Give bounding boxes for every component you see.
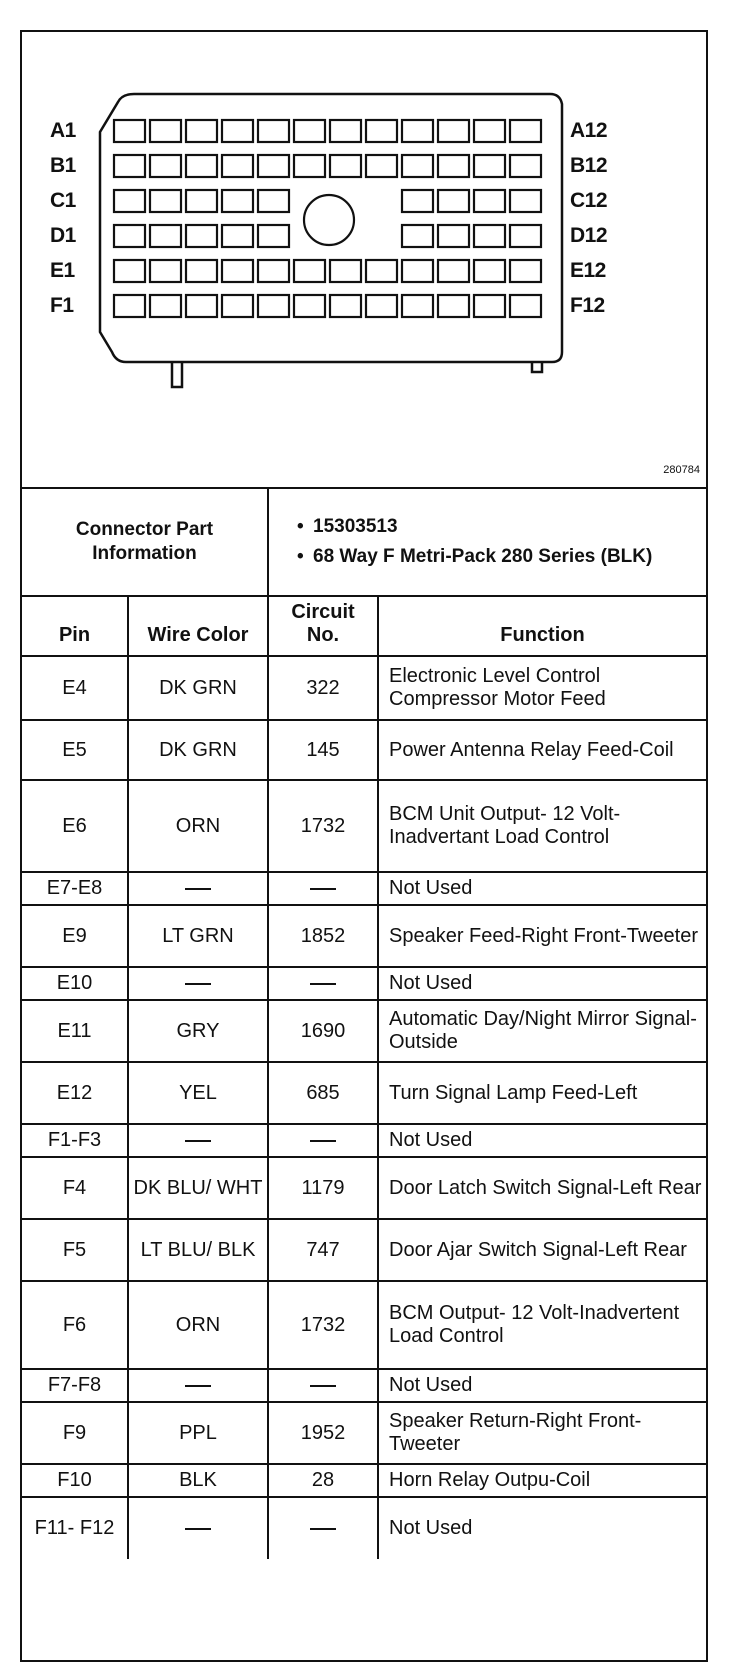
terminal-cavity	[438, 260, 469, 282]
pin-cell: E7-E8	[22, 872, 128, 905]
wire-color-cell	[128, 1497, 268, 1559]
wire-color-cell: ORN	[128, 1281, 268, 1369]
table-row	[22, 872, 706, 905]
terminal-cavity	[438, 190, 469, 212]
terminal-cavity	[258, 155, 289, 177]
terminal-cavity	[438, 155, 469, 177]
terminal-cavity	[150, 120, 181, 142]
terminal-cavity	[330, 155, 361, 177]
function-cell: BCM Unit Output- 12 Volt-Inadvertant Load Control	[378, 780, 706, 872]
circuit-cell	[268, 967, 378, 1000]
wire-color-cell	[128, 1369, 268, 1402]
function-cell: Power Antenna Relay Feed-Coil	[378, 720, 706, 780]
circuit-cell: 1732	[268, 1281, 378, 1369]
table-row	[22, 1369, 706, 1402]
wire-color-cell: LT BLU/ BLK	[128, 1219, 268, 1281]
terminal-cavity	[150, 225, 181, 247]
terminal-cavity	[294, 155, 325, 177]
table-row	[22, 656, 706, 720]
table-row	[22, 1281, 706, 1369]
table-row	[22, 780, 706, 872]
terminal-cavity	[186, 260, 217, 282]
pin-cell: F1-F3	[22, 1124, 128, 1157]
terminal-cavity	[438, 120, 469, 142]
terminal-cavity	[474, 295, 505, 317]
table-row	[22, 1402, 706, 1464]
circuit-cell: 1952	[268, 1402, 378, 1464]
wire-color-cell: DK GRN	[128, 720, 268, 780]
not-applicable-dash	[310, 888, 336, 890]
circuit-cell: 1690	[268, 1000, 378, 1062]
table-row	[22, 1464, 706, 1497]
part-info-values	[268, 488, 706, 596]
terminal-cavity	[258, 225, 289, 247]
terminal-cavity	[222, 295, 253, 317]
terminal-cavity	[186, 155, 217, 177]
pin-cell: F11- F12	[22, 1497, 128, 1559]
pin-cell: E5	[22, 720, 128, 780]
terminal-cavity	[438, 295, 469, 317]
circuit-cell	[268, 1124, 378, 1157]
terminal-cavity	[294, 120, 325, 142]
table-row	[22, 1497, 706, 1559]
center-bolt-hole	[304, 195, 354, 245]
function-cell: BCM Output- 12 Volt-Inadvertent Load Control	[378, 1281, 706, 1369]
function-cell: Not Used	[378, 1124, 706, 1157]
terminal-cavity	[366, 295, 397, 317]
terminal-cavity	[150, 295, 181, 317]
terminal-cavity	[330, 260, 361, 282]
circuit-cell: 685	[268, 1062, 378, 1124]
not-applicable-dash	[310, 1385, 336, 1387]
not-applicable-dash	[185, 1140, 211, 1142]
terminal-cavity	[258, 190, 289, 212]
terminal-cavity	[438, 225, 469, 247]
function-cell: Speaker Feed-Right Front-Tweeter	[378, 905, 706, 967]
pin-cell: F6	[22, 1281, 128, 1369]
terminal-cavity	[114, 120, 145, 142]
wire-color-cell	[128, 872, 268, 905]
row-label-left: A1	[50, 119, 76, 142]
terminal-cavity	[186, 190, 217, 212]
terminal-cavity	[510, 260, 541, 282]
table-row	[22, 967, 706, 1000]
function-cell: Horn Relay Outpu-Coil	[378, 1464, 706, 1497]
locking-tab-right	[532, 362, 542, 372]
wire-color-cell: GRY	[128, 1000, 268, 1062]
connector-frame	[20, 30, 708, 1662]
function-cell: Electronic Level Control Compressor Motor Feed	[378, 656, 706, 720]
terminal-cavity	[402, 295, 433, 317]
terminal-cavity	[402, 260, 433, 282]
table-row	[22, 905, 706, 967]
row-label-left: E1	[50, 259, 75, 282]
not-applicable-dash	[185, 983, 211, 985]
header-row	[22, 596, 706, 656]
pin-cell: F10	[22, 1464, 128, 1497]
wire-color-cell: DK BLU/ WHT	[128, 1157, 268, 1219]
pin-cell: F7-F8	[22, 1369, 128, 1402]
connector-type: • 68 Way F Metri-Pack 280 Series (BLK)	[297, 546, 653, 567]
pin-cell: F9	[22, 1402, 128, 1464]
table-row	[22, 1124, 706, 1157]
terminal-cavity	[150, 260, 181, 282]
row-label-right: A12	[570, 119, 608, 142]
wire-color-cell: YEL	[128, 1062, 268, 1124]
not-applicable-dash	[185, 1385, 211, 1387]
terminal-cavity	[294, 260, 325, 282]
terminal-cavity	[366, 120, 397, 142]
table-row	[22, 1219, 706, 1281]
terminal-cavity	[474, 155, 505, 177]
terminal-cavity	[186, 225, 217, 247]
row-label-left: D1	[50, 224, 76, 247]
circuit-cell: 1732	[268, 780, 378, 872]
row-label-left: F1	[50, 294, 74, 317]
terminal-cavity	[510, 295, 541, 317]
connector-diagram	[22, 32, 706, 489]
wire-color-cell	[128, 967, 268, 1000]
pin-cell: E12	[22, 1062, 128, 1124]
row-label-right: F12	[570, 294, 605, 317]
not-applicable-dash	[310, 983, 336, 985]
terminal-cavity	[474, 190, 505, 212]
circuit-cell: 1852	[268, 905, 378, 967]
table-row	[22, 720, 706, 780]
terminal-cavity	[222, 260, 253, 282]
terminal-cavity	[510, 225, 541, 247]
header-circuit-no: Circuit No.	[268, 596, 378, 656]
function-cell: Not Used	[378, 872, 706, 905]
terminal-cavity	[474, 120, 505, 142]
wire-color-cell: ORN	[128, 780, 268, 872]
wire-color-cell: LT GRN	[128, 905, 268, 967]
pinout-table	[22, 487, 706, 1559]
pin-cell: F4	[22, 1157, 128, 1219]
terminal-cavity	[510, 120, 541, 142]
function-cell: Not Used	[378, 1497, 706, 1559]
function-cell: Door Ajar Switch Signal-Left Rear	[378, 1219, 706, 1281]
table-row	[22, 1062, 706, 1124]
pin-cell: E10	[22, 967, 128, 1000]
terminal-cavity	[114, 260, 145, 282]
function-cell: Door Latch Switch Signal-Left Rear	[378, 1157, 706, 1219]
row-label-right: E12	[570, 259, 606, 282]
row-label-right: B12	[570, 154, 608, 177]
row-label-right: C12	[570, 189, 608, 212]
terminal-cavity	[366, 155, 397, 177]
row-label-left: C1	[50, 189, 76, 212]
wire-color-cell: BLK	[128, 1464, 268, 1497]
not-applicable-dash	[185, 888, 211, 890]
part-info-label	[22, 488, 268, 596]
wire-color-cell	[128, 1124, 268, 1157]
circuit-cell	[268, 872, 378, 905]
not-applicable-dash	[185, 1528, 211, 1530]
terminal-cavity	[474, 260, 505, 282]
terminal-cavity	[330, 120, 361, 142]
pin-cell: E11	[22, 1000, 128, 1062]
pin-cell: F5	[22, 1219, 128, 1281]
row-label-left: B1	[50, 154, 76, 177]
terminal-cavity	[402, 155, 433, 177]
part-info-label-line2: Information	[92, 543, 197, 564]
terminal-cavity	[186, 295, 217, 317]
locking-tab-left	[172, 362, 182, 387]
circuit-cell: 145	[268, 720, 378, 780]
function-cell: Speaker Return-Right Front-Tweeter	[378, 1402, 706, 1464]
function-cell: Automatic Day/Night Mirror Signal-Outside	[378, 1000, 706, 1062]
terminal-cavity	[114, 190, 145, 212]
terminal-cavity	[150, 190, 181, 212]
terminal-cavity	[366, 260, 397, 282]
terminal-cavity	[330, 295, 361, 317]
function-cell: Not Used	[378, 967, 706, 1000]
part-number: • 15303513	[297, 516, 398, 537]
function-cell: Turn Signal Lamp Feed-Left	[378, 1062, 706, 1124]
not-applicable-dash	[310, 1140, 336, 1142]
row-label-right: D12	[570, 224, 608, 247]
part-info-label-line1: Connector Part	[75, 519, 214, 540]
terminal-cavity	[258, 260, 289, 282]
circuit-cell: 28	[268, 1464, 378, 1497]
header-function: Function	[378, 596, 706, 656]
circuit-cell	[268, 1369, 378, 1402]
terminal-cavity	[114, 225, 145, 247]
circuit-cell	[268, 1497, 378, 1559]
wire-color-cell: PPL	[128, 1402, 268, 1464]
terminal-cavity	[294, 295, 325, 317]
part-info-row	[22, 488, 706, 596]
terminal-cavity	[258, 295, 289, 317]
terminal-cavity	[114, 295, 145, 317]
terminal-cavity	[402, 190, 433, 212]
pin-cell: E9	[22, 905, 128, 967]
terminal-cavity	[222, 155, 253, 177]
header-pin: Pin	[22, 596, 128, 656]
table-row	[22, 1157, 706, 1219]
terminal-cavity	[258, 120, 289, 142]
terminal-cavity	[510, 190, 541, 212]
terminal-cavity	[222, 225, 253, 247]
circuit-cell: 1179	[268, 1157, 378, 1219]
header-wire-color: Wire Color	[128, 596, 268, 656]
not-applicable-dash	[310, 1528, 336, 1530]
circuit-cell: 322	[268, 656, 378, 720]
table-row	[22, 1000, 706, 1062]
figure-number: 280784	[663, 464, 700, 476]
terminal-cavity	[150, 155, 181, 177]
pin-cell: E6	[22, 780, 128, 872]
terminal-cavity	[186, 120, 217, 142]
circuit-cell: 747	[268, 1219, 378, 1281]
terminal-cavity	[474, 225, 505, 247]
wire-color-cell: DK GRN	[128, 656, 268, 720]
terminal-cavity	[222, 120, 253, 142]
function-cell: Not Used	[378, 1369, 706, 1402]
terminal-cavity	[402, 120, 433, 142]
terminal-cavity	[402, 225, 433, 247]
terminal-cavity	[222, 190, 253, 212]
terminal-cavity	[510, 155, 541, 177]
pin-cell: E4	[22, 656, 128, 720]
terminal-cavity	[114, 155, 145, 177]
